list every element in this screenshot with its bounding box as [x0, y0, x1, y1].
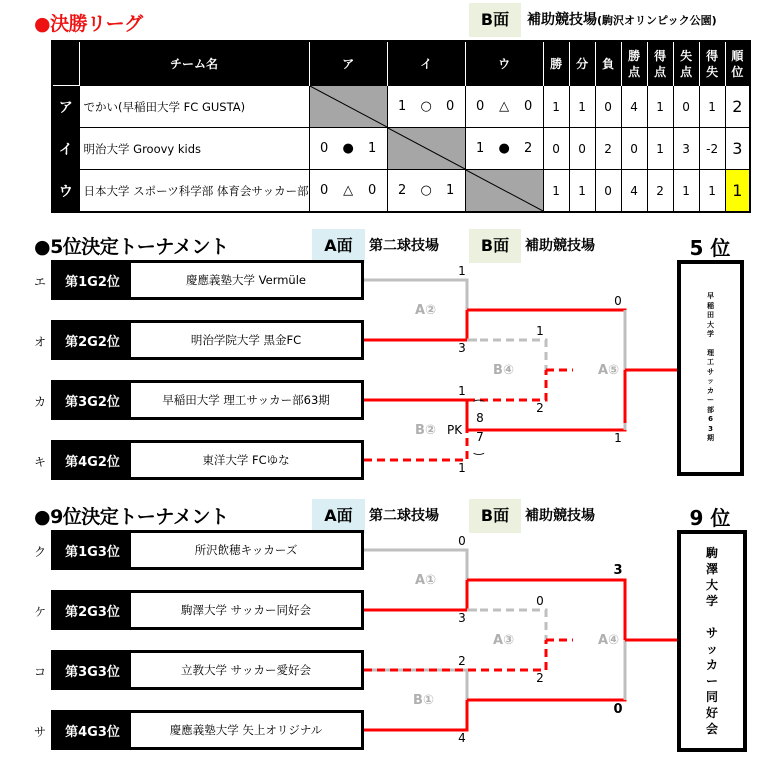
team-letter: キ — [33, 455, 46, 469]
score: 1 — [614, 431, 622, 445]
draw-count: 1 — [569, 86, 595, 128]
match-label: A① — [415, 573, 437, 588]
match-result: 1 ○ 0 — [387, 86, 465, 128]
team-letter: サ — [33, 725, 46, 739]
points: 0 — [621, 128, 647, 170]
match-label: A③ — [493, 633, 515, 648]
score: 3 — [458, 341, 466, 355]
league-venue-tag: B面 — [469, 3, 521, 37]
team-name: 慶應義塾大学 Vermüle — [186, 273, 306, 287]
goals-for: 2 — [647, 170, 673, 213]
loss-count: 0 — [595, 86, 621, 128]
win-count: 1 — [543, 86, 569, 128]
match-result: 2 ○ 1 — [387, 170, 465, 213]
score: 2 — [536, 401, 544, 415]
points: 4 — [621, 170, 647, 213]
ninth-winner-box: 駒 澤 大 学 サ ッ カ ー 同 好 会 — [677, 530, 747, 752]
header-rank: 順 位 — [725, 41, 750, 86]
seed-label: 第4G2位 — [54, 443, 131, 477]
match-label: B② — [415, 423, 436, 438]
row-label: ウ — [52, 170, 79, 213]
score: 3 — [613, 563, 623, 578]
seed-label: 第1G2位 — [54, 263, 131, 297]
team-letter: オ — [33, 335, 46, 349]
score: 0 — [536, 594, 544, 608]
score: 0 — [614, 294, 622, 308]
venue-name-text: 補助競技場 — [527, 12, 597, 28]
team-name: でかい(早稲田大学 FC GUSTA) — [79, 86, 309, 128]
score: 1 — [458, 264, 466, 278]
goal-diff: -2 — [699, 128, 725, 170]
win-count: 1 — [543, 170, 569, 213]
team-name: 東洋大学 FCゆな — [202, 453, 290, 467]
header-draw: 分 — [569, 41, 595, 86]
draw-count: 0 — [569, 128, 595, 170]
pk-paren: ⁀ — [474, 400, 484, 414]
venue-a-name: 第二球技場 — [369, 238, 439, 254]
rank-first-highlight: 1 — [725, 170, 750, 213]
header-gd: 得 失 — [699, 41, 725, 86]
match-label: A② — [415, 303, 437, 318]
fifth-result-title: 5 位 — [689, 236, 731, 260]
pk-score: 8 — [476, 411, 484, 425]
venue-b-tag: B面 — [469, 499, 521, 533]
header-team: チーム名 — [79, 41, 309, 86]
draw-count: 1 — [569, 170, 595, 213]
seed-label: 第1G3位 — [54, 533, 131, 567]
seed-label: 第2G3位 — [54, 593, 131, 627]
ninth-title: ●9位決定トーナメント — [34, 506, 229, 528]
points: 4 — [621, 86, 647, 128]
score: 1 — [458, 384, 466, 398]
pk-label: PK — [447, 423, 463, 437]
team-name: 立教大学 サッカー愛好会 — [181, 663, 311, 677]
loss-count: 2 — [595, 128, 621, 170]
venue-b-name: 補助競技場 — [525, 508, 595, 524]
match-result: 0 △ 0 — [465, 86, 543, 128]
score: 0 — [458, 534, 466, 548]
match-result: 0 ● 1 — [309, 128, 387, 170]
fifth-title: ●5位決定トーナメント — [34, 236, 229, 258]
score: 2 — [536, 671, 544, 685]
ninth-result-title: 9 位 — [689, 506, 731, 530]
win-count: 0 — [543, 128, 569, 170]
team-name: 駒澤大学 サッカー同好会 — [181, 603, 311, 617]
seed-label: 第4G3位 — [54, 713, 131, 747]
score: 0 — [613, 702, 623, 717]
venue-b-name: 補助競技場 — [525, 238, 595, 254]
match-result: 0 △ 0 — [309, 170, 387, 213]
score: 1 — [536, 324, 544, 338]
header-points: 勝 点 — [621, 41, 647, 86]
header-opp-i: イ — [387, 41, 465, 86]
match-label: A⑤ — [598, 363, 620, 378]
pk-score: 7 — [476, 430, 484, 444]
goals-against: 0 — [673, 86, 699, 128]
rank: 3 — [725, 128, 750, 170]
goals-for: 1 — [647, 86, 673, 128]
score: 2 — [458, 654, 466, 668]
team-name: 明治学院大学 黒金FC — [190, 333, 302, 347]
team-letter: コ — [33, 665, 46, 679]
goals-against: 1 — [673, 170, 699, 213]
team-name: 慶應義塾大学 矢上オリジナル — [169, 723, 323, 737]
header-win: 勝 — [543, 41, 569, 86]
header-ga: 失 点 — [673, 41, 699, 86]
goals-against: 3 — [673, 128, 699, 170]
match-label: B④ — [493, 363, 514, 378]
venue-a-tag: A面 — [312, 499, 365, 533]
loss-count: 0 — [595, 170, 621, 213]
team-letter: カ — [33, 395, 46, 409]
league-title: ●決勝リーグ — [34, 13, 143, 35]
match-result: 1 ● 2 — [465, 128, 543, 170]
seed-label: 第2G2位 — [54, 323, 131, 357]
fifth-winner-box: 早 稲 田 大 学 理 工 サ ッ カ ー 部 6 3 期 — [677, 260, 744, 476]
venue-note: (駒沢オリンピック公園) — [597, 14, 717, 27]
score: 3 — [458, 611, 466, 625]
rank: 2 — [725, 86, 750, 128]
score: 4 — [458, 731, 466, 745]
row-label: ア — [52, 86, 79, 128]
header-opp-a: ア — [309, 41, 387, 86]
pk-paren: ‿ — [474, 441, 484, 455]
seed-label: 第3G2位 — [54, 383, 131, 417]
match-label: A④ — [598, 633, 620, 648]
team-letter: ケ — [33, 605, 46, 619]
goal-diff: 1 — [699, 170, 725, 213]
venue-b-tag: B面 — [469, 229, 521, 263]
header-opp-u: ウ — [465, 41, 543, 86]
header-gf: 得 点 — [647, 41, 673, 86]
venue-a-name: 第二球技場 — [369, 508, 439, 524]
team-letter: エ — [33, 275, 46, 289]
team-name: 日本大学 スポーツ科学部 体育会サッカー部 — [79, 170, 309, 213]
goal-diff: 1 — [699, 86, 725, 128]
venue-a-tag: A面 — [312, 229, 365, 263]
score: 1 — [458, 461, 466, 475]
team-name: 早稲田大学 理工サッカー部63期 — [162, 393, 330, 407]
seed-label: 第3G3位 — [54, 653, 131, 687]
goals-for: 1 — [647, 128, 673, 170]
team-name: 所沢飲穂キッカーズ — [194, 543, 298, 557]
team-name: 明治大学 Groovy kids — [79, 128, 309, 170]
header-loss: 負 — [595, 41, 621, 86]
team-letter: ク — [33, 545, 46, 559]
match-label: B① — [413, 693, 434, 708]
row-label: イ — [52, 128, 79, 170]
